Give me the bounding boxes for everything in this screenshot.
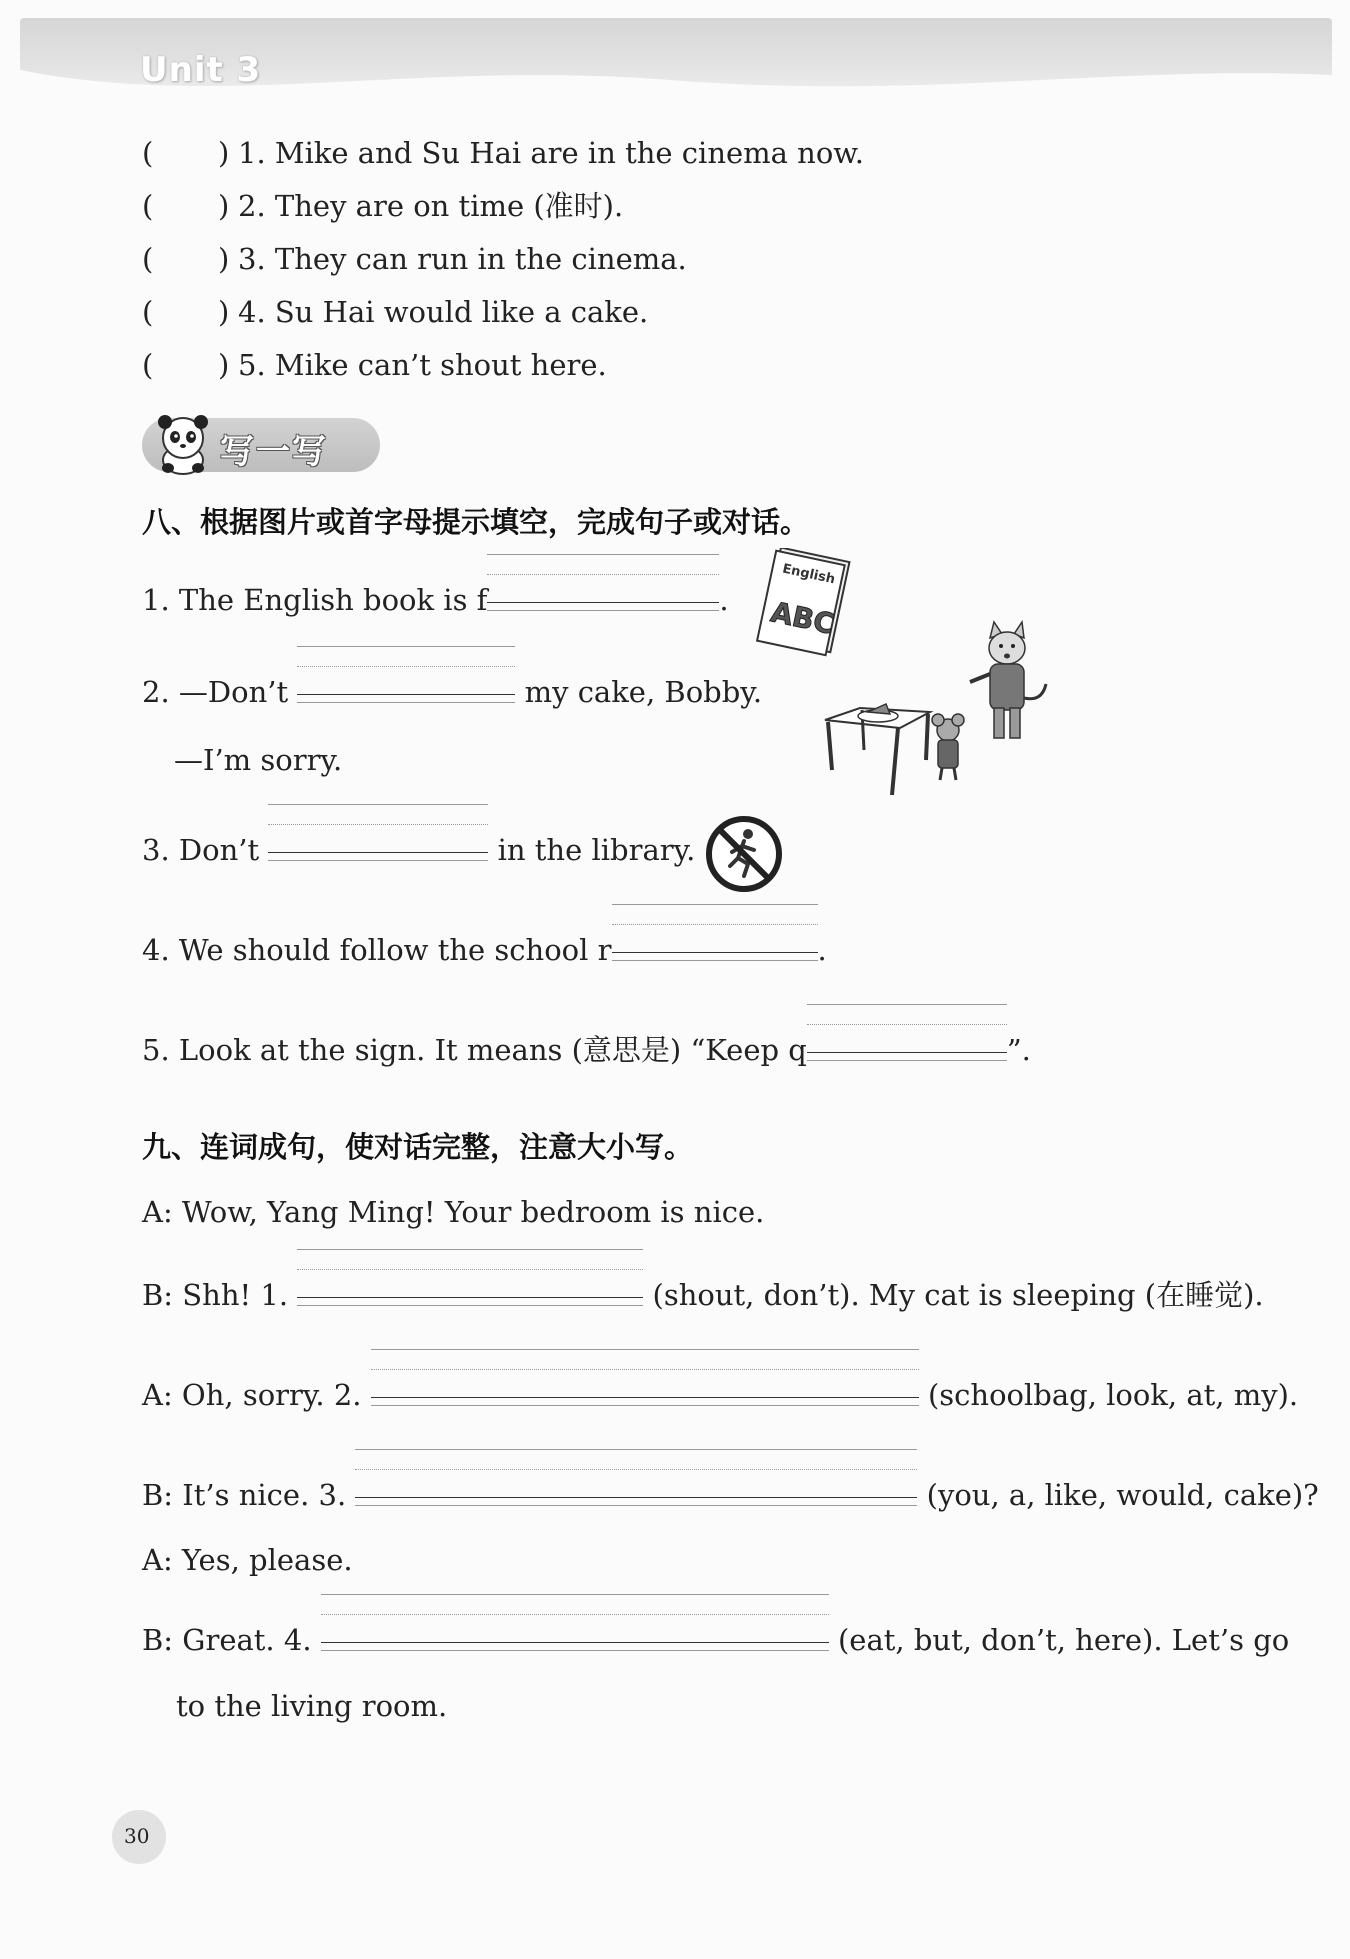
question-text: 2. —Don’t <box>142 675 289 709</box>
no-running-sign-icon <box>704 814 784 894</box>
question-text: 5. Look at the sign. It means (意思是) “Keep q <box>142 1033 807 1067</box>
answer-paren-close: ) <box>218 189 230 223</box>
answer-paren-open[interactable]: ( <box>142 136 154 170</box>
answer-blank[interactable] <box>268 830 488 860</box>
cat-mouse-cake-icon <box>820 620 1070 800</box>
question-text-end: . <box>719 583 729 617</box>
dialogue-prefix: B: It’s nice. 3. <box>142 1478 347 1512</box>
question-text-end: ”. <box>1006 1033 1031 1067</box>
dialogue-line <box>142 1475 1319 1513</box>
question-text: 4. We should follow the school r <box>142 933 612 967</box>
book-cover-letters: ABC <box>768 595 838 641</box>
answer-blank[interactable] <box>807 1030 1007 1060</box>
question-2 <box>142 672 762 710</box>
section-badge-title: 写一写 <box>220 432 328 472</box>
question-text: 3. Don’t <box>142 833 260 867</box>
answer-blank[interactable] <box>297 672 515 702</box>
dialogue-hint: (schoolbag, look, at, my). <box>927 1378 1299 1412</box>
answer-paren-close: ) <box>218 242 230 276</box>
answer-blank[interactable] <box>355 1475 917 1505</box>
tf-statement: 3. They can run in the cinema. <box>238 242 687 276</box>
question-1 <box>142 580 729 618</box>
answer-paren-open[interactable]: ( <box>142 295 154 329</box>
unit-label: Unit 3 <box>140 50 262 90</box>
dialogue-line <box>142 1275 1264 1313</box>
section-9-heading: 九、连词成句，使对话完整，注意大小写。 <box>142 1130 694 1164</box>
section-8-heading: 八、根据图片或首字母提示填空，完成句子或对话。 <box>142 505 810 539</box>
question-text-end: . <box>817 933 827 967</box>
dialogue-line <box>142 1375 1298 1413</box>
page-number: 30 <box>124 1824 150 1848</box>
question-4 <box>142 930 827 968</box>
question-text: 1. The English book is f <box>142 583 488 617</box>
tf-statement: 5. Mike can’t shout here. <box>238 348 607 382</box>
question-3 <box>142 830 695 868</box>
answer-paren-close: ) <box>218 136 230 170</box>
question-5 <box>142 1030 1031 1068</box>
dialogue-hint: (you, a, like, would, cake)? <box>926 1478 1319 1512</box>
question-text-end: my cake, Bobby. <box>524 675 763 709</box>
answer-blank[interactable] <box>371 1375 919 1405</box>
tf-statement: 4. Su Hai would like a cake. <box>238 295 649 329</box>
question-2-reply: —I’m sorry. <box>174 743 343 777</box>
dialogue-hint: (shout, don’t). My cat is sleeping (在睡觉). <box>652 1278 1264 1312</box>
answer-blank[interactable] <box>487 580 719 610</box>
answer-paren-open[interactable]: ( <box>142 189 154 223</box>
dialogue-line: to the living room. <box>176 1689 448 1723</box>
answer-paren-open[interactable]: ( <box>142 242 154 276</box>
dialogue-line: A: Wow, Yang Ming! Your bedroom is nice. <box>142 1195 765 1229</box>
dialogue-line <box>142 1620 1289 1658</box>
question-text-end: in the library. <box>497 833 696 867</box>
tf-statement: 2. They are on time (准时). <box>238 189 624 223</box>
dialogue-hint: (eat, but, don’t, here). Let’s go <box>837 1623 1290 1657</box>
answer-blank[interactable] <box>612 930 818 960</box>
tf-statement: 1. Mike and Su Hai are in the cinema now. <box>238 136 864 170</box>
panda-icon <box>150 410 216 476</box>
dialogue-prefix: A: Oh, sorry. 2. <box>142 1378 362 1412</box>
dialogue-line: A: Yes, please. <box>142 1543 353 1577</box>
answer-paren-close: ) <box>218 348 230 382</box>
answer-blank[interactable] <box>297 1275 643 1305</box>
answer-blank[interactable] <box>321 1620 829 1650</box>
book-cover-title: English <box>781 561 837 588</box>
answer-paren-open[interactable]: ( <box>142 348 154 382</box>
dialogue-prefix: B: Great. 4. <box>142 1623 312 1657</box>
dialogue-prefix: B: Shh! 1. <box>142 1278 289 1312</box>
answer-paren-close: ) <box>218 295 230 329</box>
